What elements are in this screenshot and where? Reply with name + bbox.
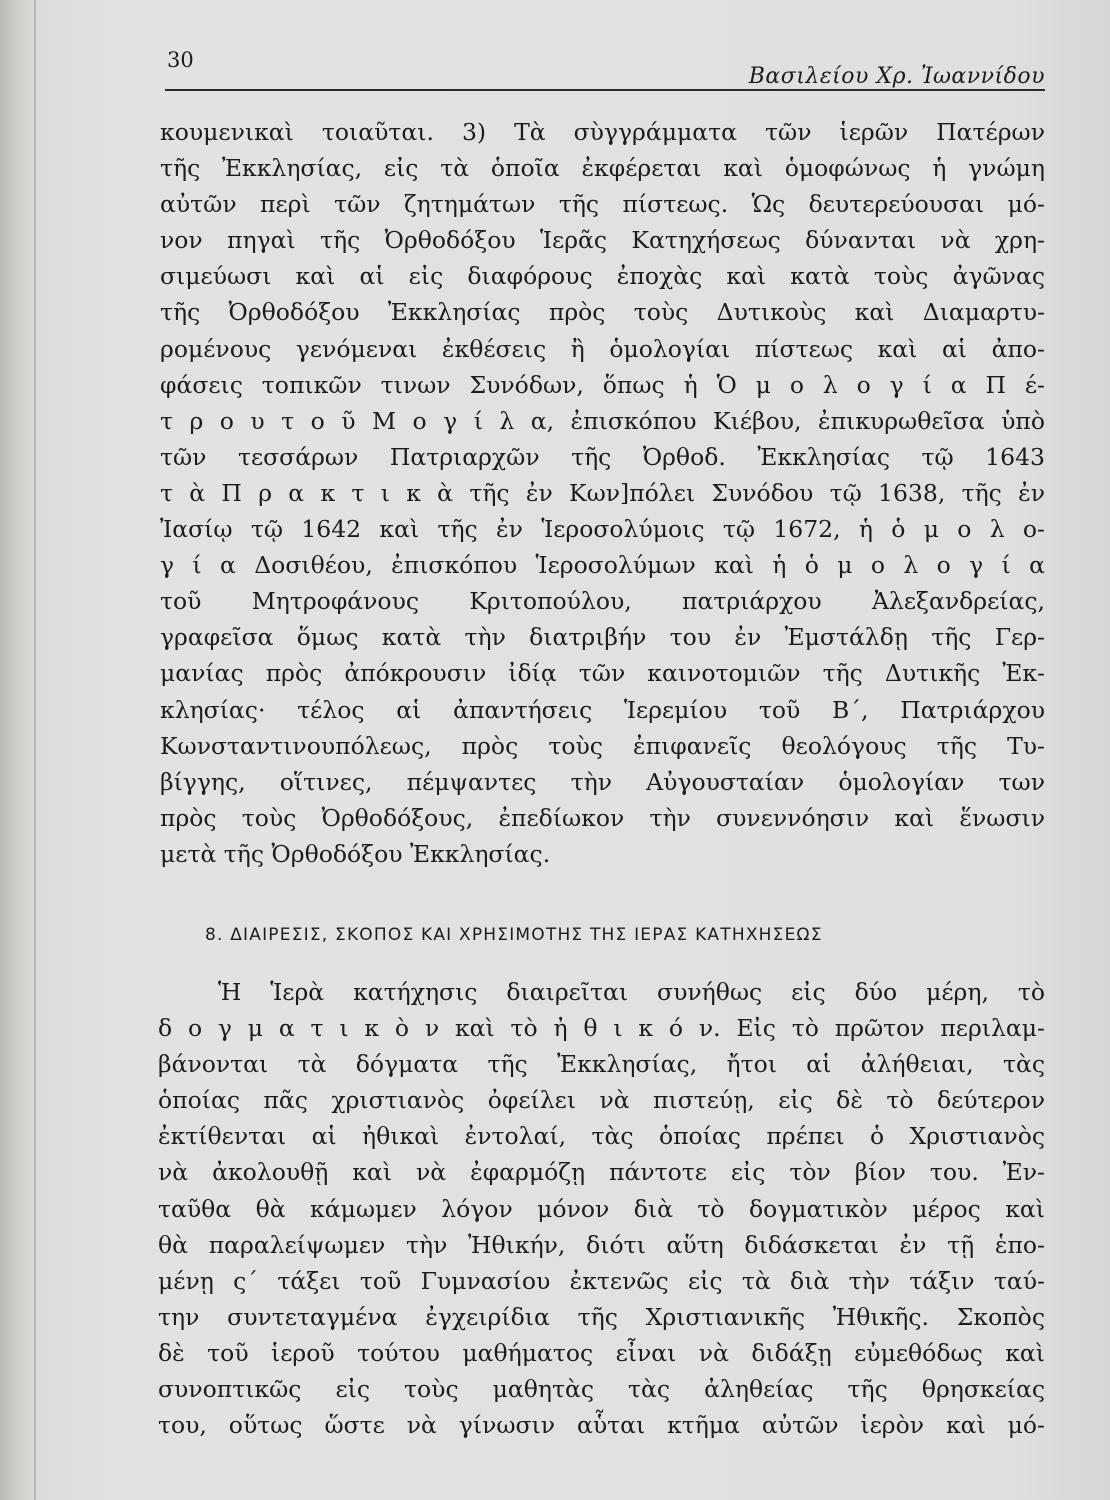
text-line: αὐτῶν περὶ τῶν ζητημάτων τῆς πίστεως. Ὡς δευτερεύουσαι μό- bbox=[160, 190, 1045, 219]
text-line: τῆς Ἐκκλησίας, εἰς τὰ ὁποῖα ἐκφέρεται καὶ ὁμοφώνως ἡ γνώμη bbox=[160, 154, 1045, 183]
text-line: ταῦθα θὰ κάμωμεν λόγον μόνον διὰ τὸ δογματικὸν μέρος καὶ bbox=[158, 1194, 1045, 1223]
text-line: τ ὰ Π ρ α κ τ ι κ ὰ τῆς ἐν Κων]πόλει Συνόδου τῷ 1638, τῆς ἐν bbox=[160, 478, 1045, 507]
text-line: ρομένους γενόμεναι ἐκθέσεις ἢ ὁμολογίαι πίστεως καὶ αἱ ἀπο- bbox=[160, 334, 1045, 363]
section-heading: 8. ΔΙΑΙΡΕΣΙΣ, ΣΚΟΠΟΣ ΚΑΙ ΧΡΗΣΙΜΟΤΗΣ ΤΗΣ ΙΕΡΑΣ ΚΑΤΗΧΗΣΕΩΣ bbox=[205, 925, 823, 945]
text-line: Κωνσταντινουπόλεως, πρὸς τοὺς ἐπιφανεῖς θεολόγους τῆς Τυ- bbox=[160, 731, 1045, 760]
text-line: δὲ τοῦ ἱεροῦ τούτου μαθήματος εἶναι νὰ διδάξῃ εὐμεθόδως καὶ bbox=[158, 1338, 1045, 1367]
text-line: τ ρ ο υ τ ο ῦ Μ ο γ ί λ α, ἐπισκόπου Κιέβου, ἐπικυρωθεῖσα ὑπὸ bbox=[160, 406, 1045, 435]
header-rule bbox=[165, 89, 1045, 91]
text-line: φάσεις τοπικῶν τινων Συνόδων, ὅπως ἡ Ὁ μ ο λ ο γ ί α Π έ- bbox=[160, 370, 1045, 399]
text-line: νὰ ἀκολουθῇ καὶ νὰ ἐφαρμόζῃ πάντοτε εἰς τὸν βίον του. Ἐν- bbox=[158, 1158, 1045, 1187]
paragraph-2 bbox=[158, 974, 1045, 1443]
text-line: νον πηγαὶ τῆς Ὀρθοδόξου Ἱερᾶς Κατηχήσεως δύνανται νὰ χρη- bbox=[160, 226, 1045, 255]
page-number: 30 bbox=[167, 48, 194, 72]
text-line: βίγγης, οἵτινες, πέμψαντες τὴν Αὐγουσταίαν ὁμολογίαν των bbox=[160, 767, 1045, 796]
running-head: Βασιλείου Χρ. Ἰωαννίδου bbox=[748, 64, 1045, 89]
text-line: ὁποίας πᾶς χριστιανὸς ὀφείλει νὰ πιστεύῃ, εἰς δὲ τὸ δεύτερον bbox=[158, 1086, 1045, 1115]
text-line: μανίας πρὸς ἀπόκρουσιν ἰδίᾳ τῶν καινοτομιῶν τῆς Δυτικῆς Ἐκ- bbox=[160, 659, 1045, 688]
text-line: θὰ παραλείψωμεν τὴν Ἠθικήν, διότι αὕτη διδάσκεται ἐν τῇ ἑπο- bbox=[158, 1230, 1045, 1259]
text-line: του, οὕτως ὥστε νὰ γίνωσιν αὗται κτῆμα αὐτῶν ἱερὸν καὶ μό- bbox=[158, 1411, 1045, 1440]
text-line: μένῃ ς΄ τάξει τοῦ Γυμνασίου ἐκτενῶς εἰς τὰ διὰ τὴν τάξιν ταύ- bbox=[158, 1266, 1045, 1295]
text-line: γ ί α Δοσιθέου, ἐπισκόπου Ἱεροσολύμων καὶ ἡ ὁ μ ο λ ο γ ί α bbox=[160, 551, 1045, 580]
text-line: ἐκτίθενται αἱ ἠθικαὶ ἐντολαί, τὰς ὁποίας πρέπει ὁ Χριστιανὸς bbox=[158, 1122, 1045, 1151]
text-line: κουμενικαὶ τοιαῦται. 3) Τὰ σὺγγράμματα τῶν ἱερῶν Πατέρων bbox=[160, 118, 1045, 146]
text-line: τῶν τεσσάρων Πατριαρχῶν τῆς Ὀρθοδ. Ἐκκλησίας τῷ 1643 bbox=[160, 442, 1045, 471]
text-line: Ἰασίῳ τῷ 1642 καὶ τῆς ἐν Ἱεροσολύμοις τῷ 1672, ἡ ὁ μ ο λ ο- bbox=[160, 515, 1045, 544]
text-line: πρὸς τοὺς Ὀρθοδόξους, ἐπεδίωκον τὴν συνεννόησιν καὶ ἕνωσιν bbox=[160, 803, 1045, 832]
text-line: σιμεύωσι καὶ αἱ εἰς διαφόρους ἐποχὰς καὶ κατὰ τοὺς ἀγῶνας bbox=[160, 262, 1045, 291]
text-line: βάνονται τὰ δόγματα τῆς Ἐκκλησίας, ἤτοι αἱ ἀλήθειαι, τὰς bbox=[158, 1050, 1045, 1079]
text-line: τοῦ Μητροφάνους Κριτοπούλου, πατριάρχου Ἀλεξανδρείας, bbox=[160, 587, 1045, 616]
text-line: μετὰ τῆς Ὀρθοδόξου Ἐκκλησίας. bbox=[160, 839, 551, 868]
text-line: κλησίας· τέλος αἱ ἀπαντήσεις Ἱερεμίου τοῦ Β΄, Πατριάρχου bbox=[160, 695, 1045, 724]
text-line: γραφεῖσα ὅμως κατὰ τὴν διατριβήν του ἐν Ἐμστάλδῃ τῆς Γερ- bbox=[160, 623, 1045, 652]
text-line: την συντεταγμένα ἐγχειρίδια τῆς Χριστιανικῆς Ἠθικῆς. Σκοπὸς bbox=[158, 1302, 1045, 1331]
text-line: δ ο γ μ α τ ι κ ὸ ν καὶ τὸ ἠ θ ι κ ό ν. Εἰς τὸ πρῶτον περιλαμ- bbox=[158, 1014, 1045, 1043]
text-line: Ἡ Ἱερὰ κατήχησις διαιρεῖται συνήθως εἰς δύο μέρη, τὸ bbox=[218, 978, 1045, 1006]
text-line: συνοπτικῶς εἰς τοὺς μαθητὰς τὰς ἀληθείας τῆς θρησκείας bbox=[158, 1375, 1045, 1404]
page-header bbox=[165, 48, 1045, 92]
binding-gutter bbox=[34, 0, 36, 1500]
text-line: τῆς Ὀρθοδόξου Ἐκκλησίας πρὸς τοὺς Δυτικοὺς καὶ Διαμαρτυ- bbox=[160, 298, 1045, 327]
paragraph-1 bbox=[160, 114, 1045, 872]
